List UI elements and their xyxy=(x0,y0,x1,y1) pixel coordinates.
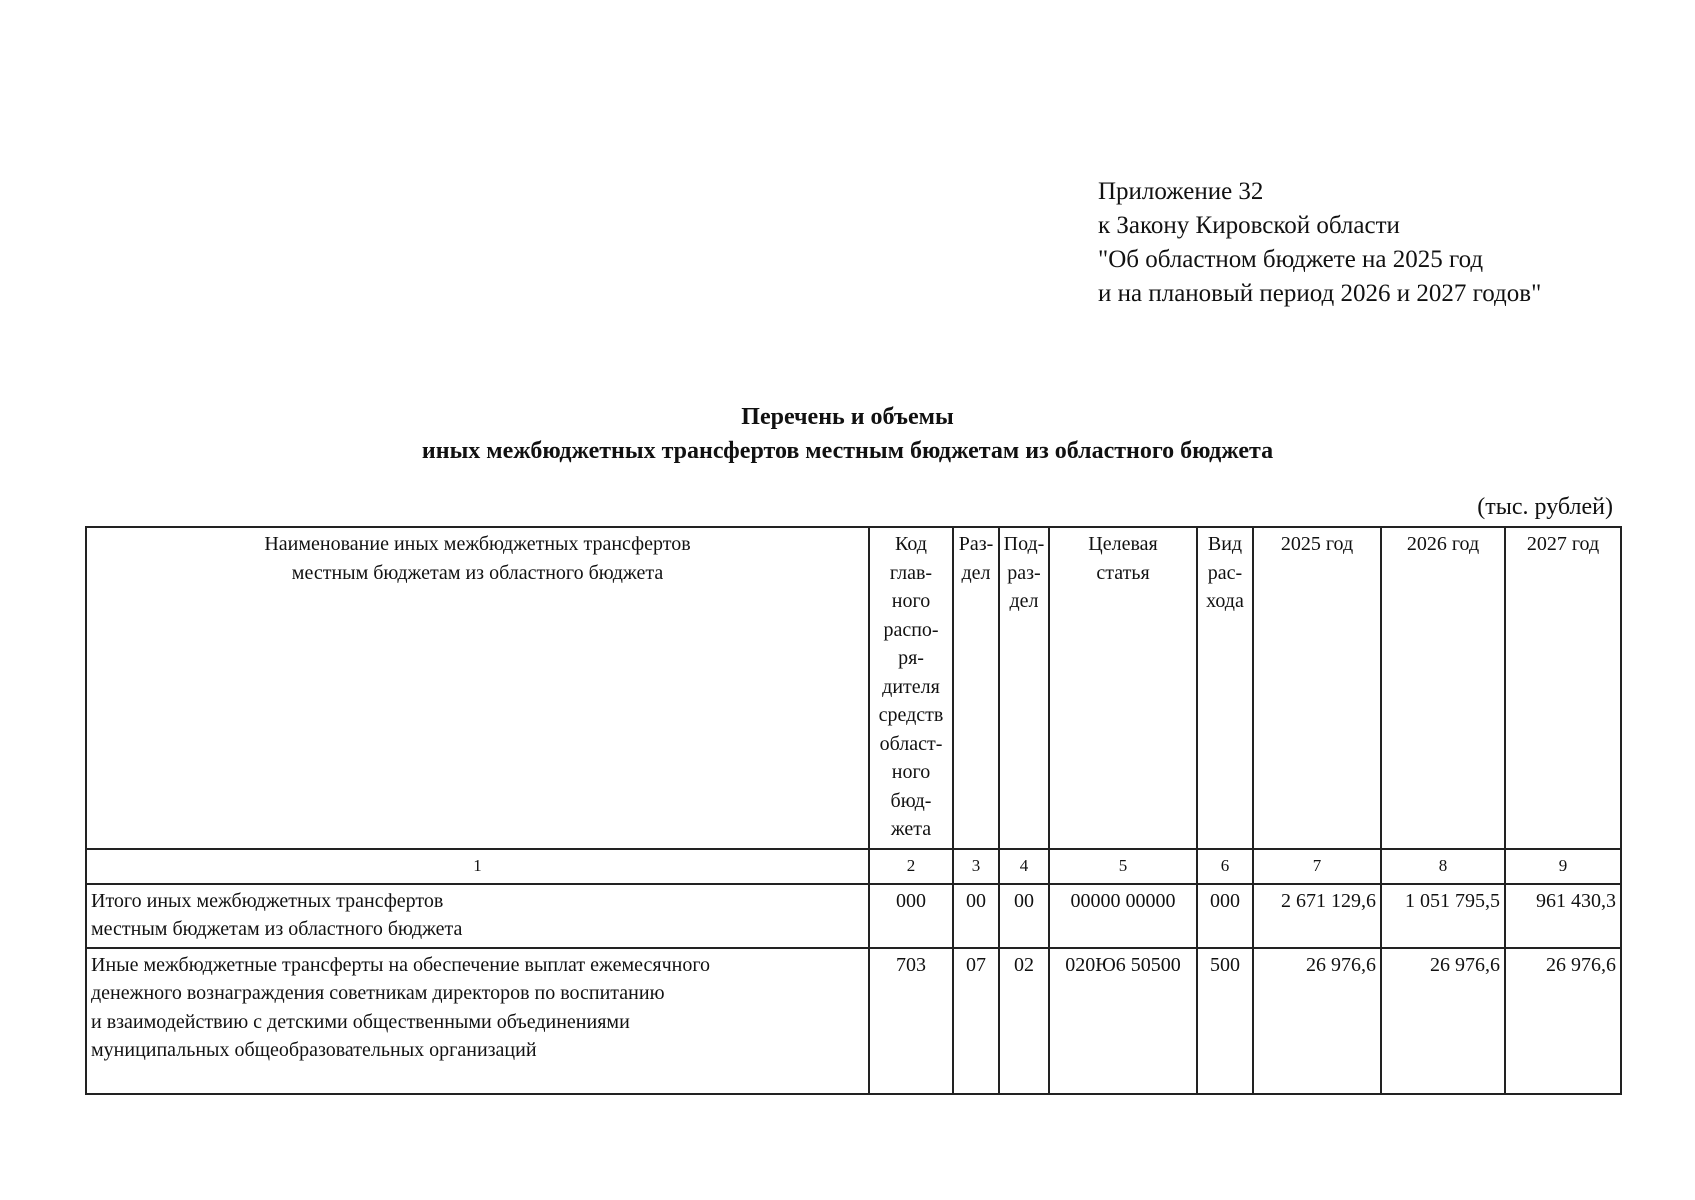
header-code-line: дителя xyxy=(882,675,940,698)
header-2026: 2026 год xyxy=(1381,527,1505,849)
header-2025: 2025 год xyxy=(1253,527,1381,849)
header-target-line: Целевая xyxy=(1088,533,1158,555)
row-value-2027: 26 976,6 xyxy=(1505,948,1621,1094)
header-subsection xyxy=(999,527,1049,849)
appendix-line: и на плановый период 2026 и 2027 годов" xyxy=(1098,280,1542,307)
units-label: (тыс. рублей) xyxy=(1477,494,1613,520)
header-expense-type xyxy=(1197,527,1253,849)
row-name-line: Иные межбюджетные трансферты на обеспечение выплат ежемесячного xyxy=(91,953,711,976)
row-expense-type: 000 xyxy=(1197,884,1253,948)
column-number: 1 xyxy=(86,849,869,884)
row-name-line: и взаимодействию с детскими общественными объединениями xyxy=(91,1010,630,1033)
header-name xyxy=(86,527,869,849)
transfers-table xyxy=(85,526,1622,1095)
header-code-line: ного xyxy=(891,590,931,612)
header-expense-type-line: Вид xyxy=(1207,533,1243,555)
header-subsection-line: Под- xyxy=(1003,533,1045,555)
appendix-line: Приложение 32 xyxy=(1098,178,1264,205)
row-subsection: 00 xyxy=(999,884,1049,948)
row-value-2027: 961 430,3 xyxy=(1505,884,1621,948)
header-row xyxy=(86,527,1621,849)
row-code: 703 xyxy=(869,948,953,1094)
column-numbers-row xyxy=(86,849,1621,884)
row-name xyxy=(86,884,869,948)
row-name-line: муниципальных общеобразовательных организаций xyxy=(91,1039,537,1061)
column-number: 3 xyxy=(953,849,999,884)
table-row-total xyxy=(86,884,1621,948)
column-number: 8 xyxy=(1381,849,1505,884)
header-section-line: Раз- xyxy=(958,533,994,555)
header-subsection-line: раз- xyxy=(1007,561,1041,584)
row-name-line: денежного вознаграждения советникам директоров по воспитанию xyxy=(91,982,665,1004)
column-number: 9 xyxy=(1505,849,1621,884)
row-section: 07 xyxy=(953,948,999,1094)
column-number: 4 xyxy=(999,849,1049,884)
header-code-line: глав- xyxy=(889,561,933,584)
header-code-line: средств xyxy=(878,704,944,726)
row-target: 020Ю6 50500 xyxy=(1049,948,1197,1094)
header-target xyxy=(1049,527,1197,849)
row-section: 00 xyxy=(953,884,999,948)
row-code: 000 xyxy=(869,884,953,948)
row-name-line: Итого иных межбюджетных трансфертов xyxy=(91,889,444,912)
row-value-2026: 1 051 795,5 xyxy=(1381,884,1505,948)
header-code-line: ного xyxy=(891,761,931,783)
row-name-line: местным бюджетам из областного бюджета xyxy=(91,918,463,940)
header-code-line: ря- xyxy=(898,647,924,669)
column-number: 6 xyxy=(1197,849,1253,884)
header-code-line: распо- xyxy=(883,618,939,641)
header-subsection-line: дел xyxy=(1009,590,1039,612)
column-number: 2 xyxy=(869,849,953,884)
header-expense-type-line: рас- xyxy=(1207,561,1243,584)
row-value-2025: 2 671 129,6 xyxy=(1253,884,1381,948)
appendix-line: к Закону Кировской области xyxy=(1098,212,1400,239)
appendix-note xyxy=(1098,175,1541,311)
column-number: 5 xyxy=(1049,849,1197,884)
column-number: 7 xyxy=(1253,849,1381,884)
row-target: 00000 00000 xyxy=(1049,884,1197,948)
row-subsection: 02 xyxy=(999,948,1049,1094)
header-code-line: жета xyxy=(890,818,932,840)
title-line-1: Перечень и объемы xyxy=(741,404,954,430)
title-line-2: иных межбюджетных трансфертов местным бюджетам из областного бюджета xyxy=(421,438,1274,464)
row-name xyxy=(86,948,869,1094)
row-value-2026: 26 976,6 xyxy=(1381,948,1505,1094)
row-value-2025: 26 976,6 xyxy=(1253,948,1381,1094)
header-target-line: статья xyxy=(1096,561,1150,584)
header-section-line: дел xyxy=(961,561,991,584)
table-row xyxy=(86,948,1621,1094)
header-name-line: местным бюджетам из областного бюджета xyxy=(291,561,664,584)
header-code-line: бюд- xyxy=(890,789,932,812)
appendix-line: "Об областном бюджете на 2025 год xyxy=(1098,246,1484,273)
header-section xyxy=(953,527,999,849)
header-name-line: Наименование иных межбюджетных трансфертов xyxy=(264,533,691,555)
header-2027: 2027 год xyxy=(1505,527,1621,849)
header-code xyxy=(869,527,953,849)
header-code-line: Код xyxy=(895,533,927,555)
header-expense-type-line: хода xyxy=(1206,590,1244,612)
row-expense-type: 500 xyxy=(1197,948,1253,1094)
header-code-line: област- xyxy=(879,732,943,755)
document-title xyxy=(0,400,1695,468)
